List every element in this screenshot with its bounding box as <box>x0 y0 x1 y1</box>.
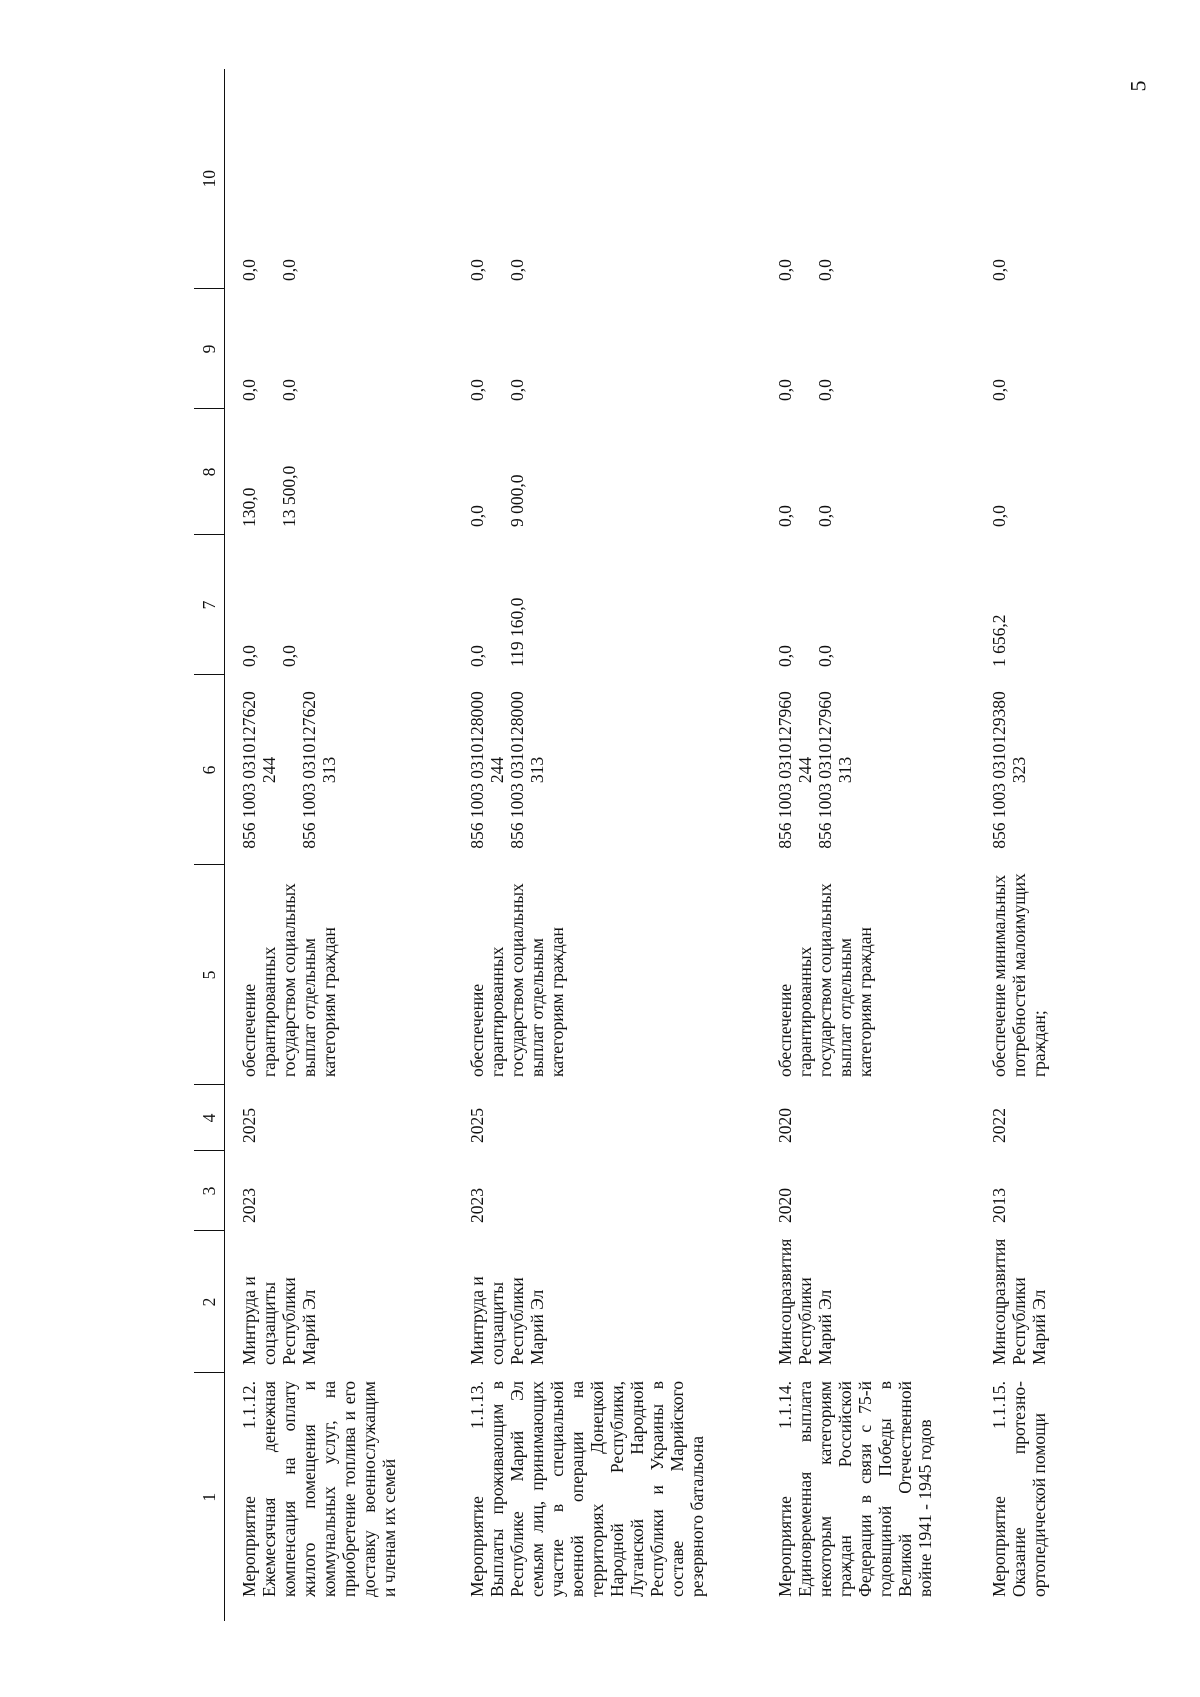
budget-code-2: 856 1003 0310127960 313 <box>814 691 855 849</box>
amount-col8-b: 9 000,0 <box>506 474 527 527</box>
amount-col7-b: 0,0 <box>814 645 835 667</box>
end-year: 2020 <box>774 1108 795 1143</box>
header-col-2: 2 <box>194 1231 225 1373</box>
rotated-table-container <box>194 69 1200 1621</box>
measure-name: Мероприятие 1.1.15. Оказание протезно-ортопедической помощи <box>988 1381 1049 1597</box>
start-year: 2023 <box>239 1188 259 1223</box>
responsible-executor: Минтруда и соцзащиты Республики Марий Эл <box>466 1276 547 1365</box>
table-row <box>975 69 1125 1621</box>
amount-col10-a: 0,0 <box>239 259 259 281</box>
budget-code <box>761 675 975 865</box>
budget-code-1: 856 1003 0310127620 244 <box>239 691 279 849</box>
budget-code-1: 856 1003 0310129380 323 <box>988 691 1029 849</box>
amount-col8-a: 0,0 <box>774 505 795 527</box>
amount-col9-b: 0,0 <box>506 379 527 401</box>
amount-col7-b: 0,0 <box>279 645 299 667</box>
budget-code-2: 856 1003 0310128000 313 <box>506 691 547 849</box>
amount-col7-a: 1 656,2 <box>988 614 1009 667</box>
amount-col9-a: 0,0 <box>466 379 487 401</box>
budget-code <box>453 675 761 865</box>
amount-col7-b: 119 160,0 <box>506 597 527 667</box>
measure-name: Мероприятие 1.1.12. Ежемесячная денежная компенсация на оплату жилого помещения и коммунальных услуг, на приобретение топлива и его доставку военнослужащим и членам их семей <box>239 1381 399 1597</box>
responsible-executor: Минтруда и соцзащиты Республики Марий Эл <box>239 1276 319 1365</box>
header-col-9: 9 <box>194 289 225 409</box>
table-row <box>225 69 453 1621</box>
expected-result: обеспечение гарантированных государством социальных выплат отдельным категориям граждан <box>466 883 567 1077</box>
start-year: 2023 <box>466 1188 487 1223</box>
header-row <box>194 69 225 1621</box>
start-year: 2020 <box>774 1188 795 1223</box>
amount-col7-a: 0,0 <box>466 645 487 667</box>
header-col-7: 7 <box>194 535 225 675</box>
responsible-executor: Минсоцразвития Республики Марий Эл <box>988 1238 1049 1365</box>
expected-result: обеспечение минимальных потребностей малоимущих граждан; <box>988 873 1049 1077</box>
amount-col8-a: 0,0 <box>466 505 487 527</box>
amount-col7-a: 0,0 <box>239 645 259 667</box>
amount-col10-a: 0,0 <box>988 259 1009 281</box>
amount-col10-a: 0,0 <box>466 259 487 281</box>
amount-col9-b: 0,0 <box>279 379 299 401</box>
amount-col8-a: 130,0 <box>239 487 259 527</box>
start-year: 2013 <box>988 1188 1009 1223</box>
responsible-executor: Минсоцразвития Республики Марий Эл <box>774 1238 835 1365</box>
amount-col7-a: 0,0 <box>774 645 795 667</box>
end-year: 2022 <box>988 1108 1009 1143</box>
header-col-8: 8 <box>194 409 225 535</box>
page-number: 5 <box>1125 80 1151 92</box>
budget-code-1: 856 1003 0310128000 244 <box>466 691 507 849</box>
amount-col9-a: 0,0 <box>774 379 795 401</box>
header-col-5: 5 <box>194 865 225 1085</box>
header-col-1: 1 <box>194 1373 225 1621</box>
budget-code <box>225 675 453 865</box>
amount-col10-b: 0,0 <box>814 259 835 281</box>
end-year: 2025 <box>239 1108 259 1143</box>
measure-name: Мероприятие 1.1.13. Выплаты проживающим в Республике Марий Эл семьям лиц, принимающих участие в специальной военной операции на территориях Донецкой Народной Республики, Луганской Народной Республики и Украины в составе Марийского резервного батальона <box>466 1381 707 1597</box>
expected-result: обеспечение гарантированных государством социальных выплат отдельным категориям граждан <box>774 883 875 1077</box>
header-col-10: 10 <box>194 69 225 289</box>
amount-col8-b: 0,0 <box>814 505 835 527</box>
amount-col9-a: 0,0 <box>988 379 1009 401</box>
amount-col8-b: 13 500,0 <box>279 465 299 527</box>
budget-code-1: 856 1003 0310127960 244 <box>774 691 815 849</box>
header-col-4: 4 <box>194 1085 225 1151</box>
budget-code-2: 856 1003 0310127620 313 <box>299 691 339 849</box>
amount-col10-a: 0,0 <box>774 259 795 281</box>
amount-col10-b: 0,0 <box>506 259 527 281</box>
amount-col10-b: 0,0 <box>279 259 299 281</box>
end-year: 2025 <box>466 1108 487 1143</box>
program-measures-table <box>194 69 1125 1621</box>
expected-result: обеспечение гарантированных государством социальных выплат отдельным категориям граждан <box>239 883 339 1077</box>
amount-col9-a: 0,0 <box>239 379 259 401</box>
amount-col9-b: 0,0 <box>814 379 835 401</box>
table-row <box>761 69 975 1621</box>
amount-col8-a: 0,0 <box>988 505 1009 527</box>
header-col-3: 3 <box>194 1151 225 1231</box>
measure-name: Мероприятие 1.1.14. Единовременная выплата некоторым категориям граждан Российской Федерации в связи с 75-й годовщиной Победы в Великой Отечественной войне 1941 - 1945 годов <box>774 1381 935 1597</box>
table-row <box>453 69 761 1621</box>
budget-code <box>975 675 1125 865</box>
header-col-6: 6 <box>194 675 225 865</box>
